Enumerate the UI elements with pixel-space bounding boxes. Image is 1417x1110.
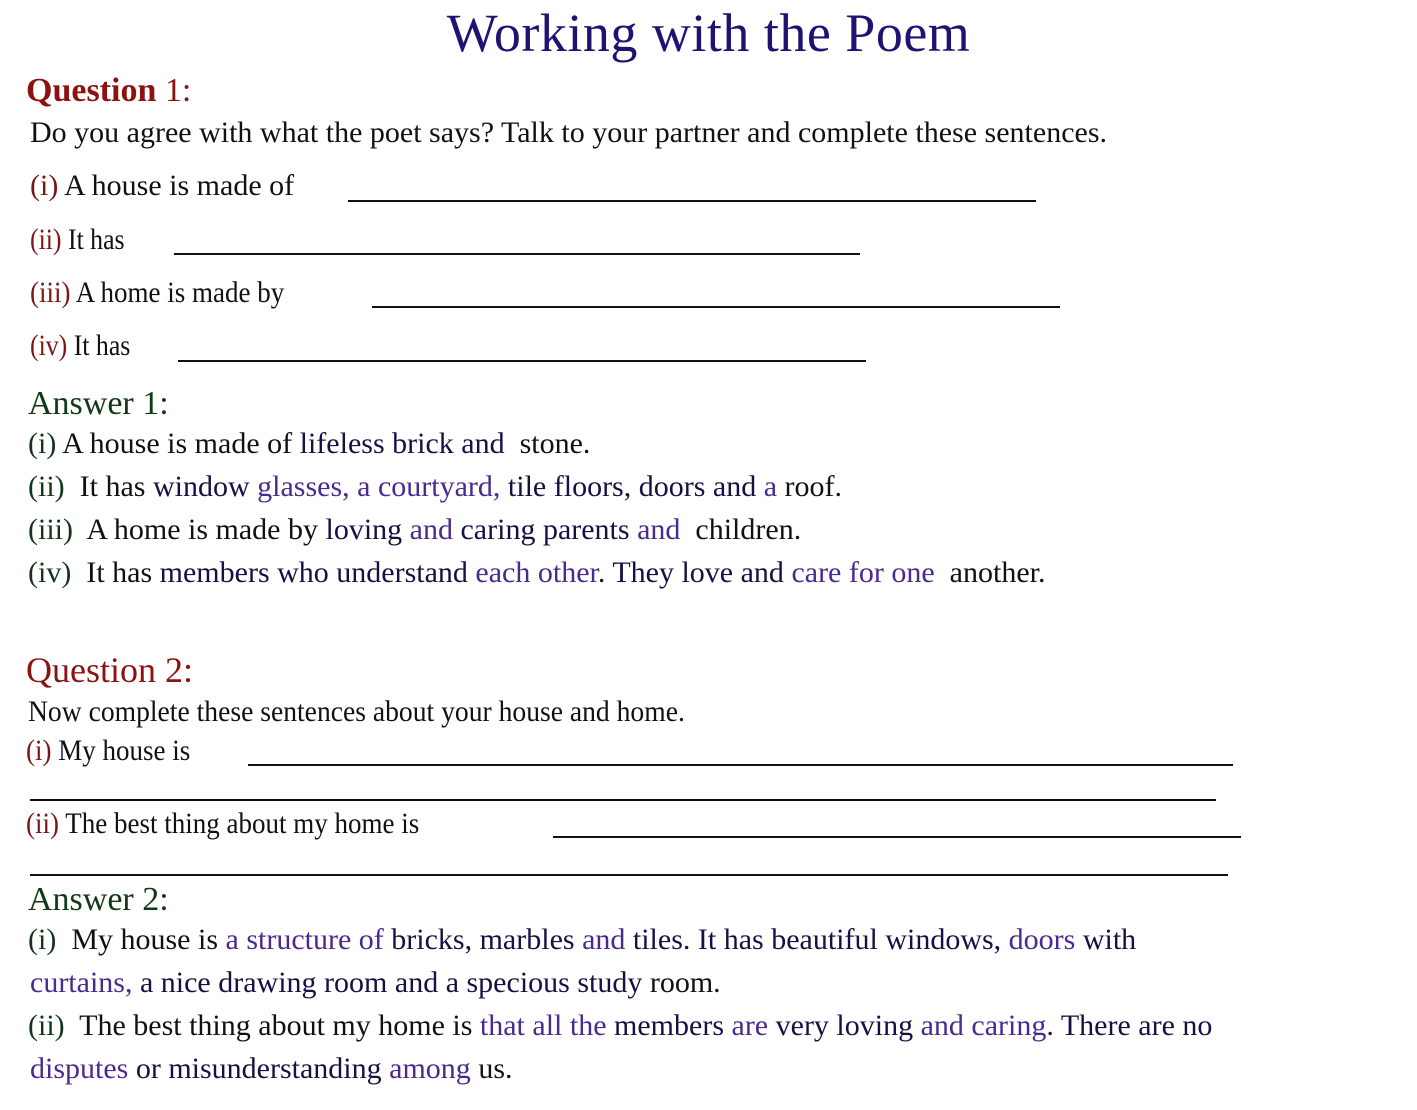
answer-1-heading: Answer 1: — [28, 385, 169, 422]
question-1-number: 1: — [156, 72, 192, 109]
item-number: (i) — [28, 923, 57, 956]
answer-text-segment: us. — [470, 1052, 513, 1085]
item-number: (ii) — [26, 807, 59, 840]
item-text: A house is made of — [58, 169, 295, 202]
answer-text-segment: disputes — [30, 1052, 129, 1085]
answer-blank-line[interactable] — [348, 200, 1036, 202]
answer-text-segment: very loving — [768, 1009, 921, 1042]
answer-text-segment: loving — [325, 513, 410, 546]
answer-line — [28, 515, 801, 545]
question-2-heading: Question 2: — [26, 650, 193, 690]
page-title: Working with the Poem — [446, 3, 971, 63]
answer-blank-line[interactable] — [553, 836, 1241, 838]
answer-text-segment: window — [152, 470, 258, 503]
item-number: (i) — [30, 169, 59, 202]
answer-line — [30, 968, 721, 998]
answer-text-segment: caring parents — [452, 513, 638, 546]
answer-text-segment: and — [409, 513, 453, 546]
answer-text-segment: a nice drawing room and a specious study — [132, 966, 643, 999]
answer-blank-line[interactable] — [372, 306, 1060, 308]
item-number: (iii) — [28, 513, 73, 546]
item-number: (ii) — [30, 223, 62, 256]
item-number: (ii) — [28, 470, 65, 503]
answer-text-segment: and — [582, 923, 626, 956]
item-text: It has — [61, 223, 125, 256]
answer-text-segment: The best thing about my home is — [64, 1009, 480, 1042]
question-1-item-2 — [30, 225, 125, 255]
answer-text-segment: tiles. It has beautiful windows, — [625, 923, 1009, 956]
answer-line — [28, 558, 1045, 588]
answer-text-segment: A home is made by — [73, 513, 326, 546]
answer-line — [28, 429, 590, 459]
answer-text-segment: A house is made of — [56, 427, 300, 460]
question-1-prompt: Do you agree with what the poet says? Talk to your partner and complete these sentences. — [30, 116, 1107, 149]
answer-text-segment: members — [606, 1009, 732, 1042]
answer-line — [28, 1011, 1212, 1041]
answer-blank-line[interactable] — [30, 799, 1216, 801]
item-text: It has — [67, 329, 131, 362]
answer-text-segment: stone. — [504, 427, 591, 460]
item-text: A home is made by — [70, 276, 285, 309]
answer-blank-line[interactable] — [30, 874, 1228, 876]
item-number: (iii) — [30, 276, 71, 309]
answer-text-segment: doors — [1008, 923, 1076, 956]
answer-text-segment: members who understand — [159, 556, 476, 589]
answer-text-segment: and caring — [920, 1009, 1047, 1042]
answer-text-segment: and — [637, 513, 681, 546]
answer-text-segment: care for one — [791, 556, 935, 589]
item-number: (ii) — [28, 1009, 65, 1042]
answer-text-segment: are — [731, 1009, 769, 1042]
answer-2-heading: Answer 2: — [28, 881, 169, 918]
answer-line — [28, 925, 1136, 955]
answer-blank-line[interactable] — [178, 360, 866, 362]
question-1-item-1 — [30, 171, 294, 201]
item-number: (iv) — [28, 556, 72, 589]
item-number: (iv) — [30, 329, 68, 362]
answer-text-segment: among — [389, 1052, 471, 1085]
answer-text-segment: room. — [642, 966, 721, 999]
answer-blank-line[interactable] — [248, 764, 1233, 766]
answer-text-segment: It has — [71, 556, 160, 589]
item-text: The best thing about my home is — [58, 807, 420, 840]
answer-text-segment: a structure of — [225, 923, 384, 956]
answer-text-segment: tile floors, doors and — [500, 470, 764, 503]
answer-text-segment: or misunderstanding — [128, 1052, 390, 1085]
answer-text-segment: lifeless brick and — [299, 427, 505, 460]
answer-text-segment: each other — [475, 556, 598, 589]
question-2-item-2 — [26, 809, 419, 839]
answer-line — [28, 472, 842, 502]
answer-text-segment: glasses, a courtyard, — [257, 470, 501, 503]
answer-text-segment: . There are no — [1046, 1009, 1213, 1042]
answer-text-segment: . They love and — [597, 556, 792, 589]
answer-text-segment: children. — [680, 513, 802, 546]
answer-line — [30, 1054, 513, 1084]
answer-text-segment: My house is — [56, 923, 226, 956]
item-number: (i) — [26, 734, 52, 767]
answer-text-segment: a — [763, 470, 778, 503]
answer-blank-line[interactable] — [174, 253, 860, 255]
answer-text-segment: roof. — [777, 470, 843, 503]
question-1-item-4 — [30, 331, 130, 361]
question-2-prompt: Now complete these sentences about your house and home. — [28, 695, 685, 728]
answer-text-segment: bricks, marbles — [383, 923, 583, 956]
answer-text-segment: It has — [64, 470, 153, 503]
question-1-word: Question — [26, 72, 157, 109]
answer-text-segment: with — [1075, 923, 1137, 956]
question-1-item-3 — [30, 278, 284, 308]
answer-text-segment: that all the — [479, 1009, 607, 1042]
question-2-item-1 — [26, 736, 190, 766]
item-text: My house is — [51, 734, 191, 767]
item-number: (i) — [28, 427, 57, 460]
question-1-heading — [26, 72, 191, 110]
answer-text-segment: curtains, — [30, 966, 133, 999]
answer-text-segment: another. — [934, 556, 1046, 589]
